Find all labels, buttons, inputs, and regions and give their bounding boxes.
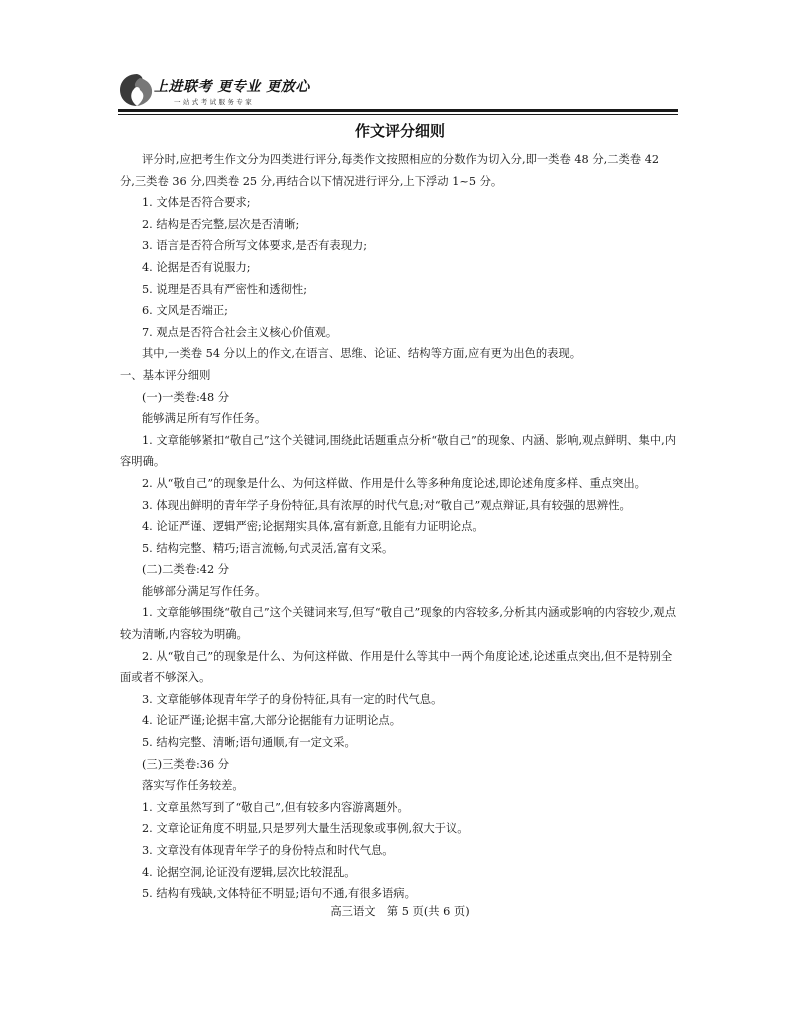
document-body: [120, 149, 676, 905]
criterion-item: 4. 论据是否有说服力;: [142, 260, 251, 274]
logo-swirl-icon: [118, 72, 156, 108]
category-item: 4. 论证严谨;论据丰富,大部分论据能有力证明论点。: [142, 714, 402, 728]
category-item: 1. 文章能够围绕“敬自己”这个关键词来写,但写“敬自己”现象的内容较多,分析其内涵或影响的内容较少,观点较为清晰,内容较为明确。: [120, 606, 677, 642]
category-summary: 能够满足所有写作任务。: [142, 412, 267, 426]
category-summary: 能够部分满足写作任务。: [142, 584, 267, 598]
note-paragraph: 其中,一类卷 54 分以上的作文,在语言、思维、论证、结构等方面,应有更为出色的表现。: [142, 347, 582, 361]
page-header: [118, 72, 678, 112]
category-item: 2. 文章论证角度不明显,只是罗列大量生活现象或事例,叙大于议。: [142, 822, 469, 836]
category-item: 5. 结构有残缺,文体特征不明显;语句不通,有很多语病。: [142, 887, 416, 901]
criterion-item: 7. 观点是否符合社会主义核心价值观。: [142, 325, 338, 339]
category-heading: (三)三类卷:36 分: [142, 757, 230, 771]
category-heading: (二)二类卷:42 分: [142, 563, 230, 577]
category-item: 1. 文章虽然写到了“敬自己”,但有较多内容游离题外。: [142, 800, 409, 814]
criterion-item: 5. 说理是否具有严密性和透彻性;: [142, 282, 308, 296]
category-item: 1. 文章能够紧扣“敬自己”这个关键词,围绕此话题重点分析“敬自己”的现象、内涵、影响,观点鲜明、集中,内容明确。: [120, 433, 677, 469]
category-item: 3. 文章没有体现青年学子的身份特点和时代气息。: [142, 844, 394, 857]
document-title: 作文评分细则: [354, 122, 445, 140]
category-heading: (一)一类卷:48 分: [142, 390, 230, 404]
category-item: 4. 论据空洞,论证没有逻辑,层次比较混乱。: [142, 865, 356, 879]
criterion-item: 3. 语言是否符合所写文体要求,是否有表现力;: [142, 239, 368, 253]
category-item: 2. 从“敬自己”的现象是什么、为何这样做、作用是什么等多种角度论述,即论述角度多样、重点突出。: [142, 476, 646, 490]
category-item: 3. 文章能够体现青年学子的身份特征,具有一定的时代气息。: [142, 692, 443, 706]
criterion-item: 1. 文体是否符合要求;: [142, 196, 251, 210]
header-rule-thick: [118, 109, 678, 112]
section-heading: 一、基本评分细则: [120, 368, 211, 382]
header-slogan: 上进联考 更专业 更放心: [154, 79, 310, 95]
category-item: 2. 从“敬自己”的现象是什么、为何这样做、作用是什么等其中一两个角度论述,论述重点突出,但不是特别全面或者不够深入。: [120, 649, 673, 685]
category-item: 5. 结构完整、精巧;语言流畅,句式灵活,富有文采。: [142, 541, 394, 555]
page-footer: 高三语文 第 5 页(共 6 页): [330, 905, 470, 918]
criterion-item: 2. 结构是否完整,层次是否清晰;: [142, 217, 300, 231]
category-summary: 落实写作任务较差。: [142, 779, 244, 793]
header-tagline: 一站式考试服务专家: [174, 98, 255, 106]
category-item: 3. 体现出鲜明的青年学子身份特征,具有浓厚的时代气息;对“敬自己”观点辩证,具有较强的思辨性。: [142, 498, 631, 512]
intro-paragraph: 评分时,应把考生作文分为四类进行评分,每类作文按照相应的分数作为切入分,即一类卷 48 分,二类卷 42 分,三类卷 36 分,四类卷 25 分,再结合以下情况进行评分,上下浮动 1~5 分。: [120, 153, 660, 188]
category-item: 4. 论证严谨、逻辑严密;论据翔实具体,富有新意,且能有力证明论点。: [142, 520, 484, 534]
header-rule-thin: [118, 114, 678, 115]
category-item: 5. 结构完整、清晰;语句通顺,有一定文采。: [142, 736, 356, 750]
criterion-item: 6. 文风是否端正;: [142, 304, 228, 318]
